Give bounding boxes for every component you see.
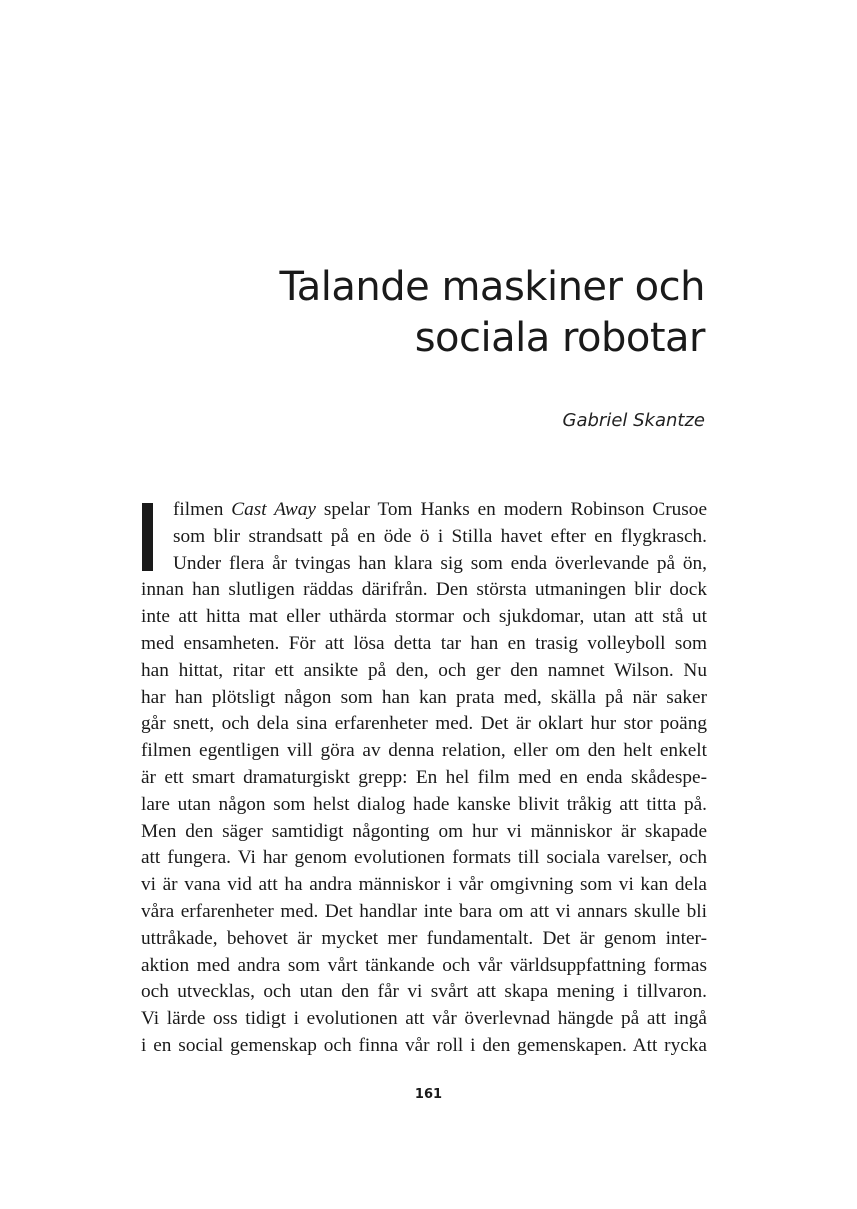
chapter-author: Gabriel Skantze — [562, 410, 705, 431]
body-line: Men den säger samtidigt någonting om hur vi människor är skapade — [141, 820, 707, 842]
body-line: Under flera år tvingas han klara sig som enda överlevande på ön, — [173, 552, 707, 574]
body-line: uttråkade, behovet är mycket mer fundamentalt. Det är genom inter- — [141, 927, 707, 949]
body-line: med ensamheten. För att lösa detta tar han en trasig volleyboll som — [141, 632, 707, 654]
body-line: lare utan någon som helst dialog hade kanske blivit tråkig att titta på. — [141, 793, 707, 815]
body-line: i en social gemenskap och finna vår roll i den gemenskapen. Att rycka — [141, 1034, 707, 1056]
body-line: går snett, och dela sina erfarenheter med. Det är oklart hur stor poäng — [141, 713, 707, 735]
body-line: Vi lärde oss tidigt i evolutionen att vår överlevnad hängde på att ingå — [141, 1008, 707, 1030]
body-line: som blir strandsatt på en öde ö i Stilla havet efter en flygkrasch. — [173, 525, 707, 547]
body-line: och utvecklas, och utan den får vi svårt att skapa mening i tillvaron. — [141, 981, 707, 1003]
chapter-title-line-2: sociala robotar — [414, 315, 705, 361]
body-line: att fungera. Vi har genom evolutionen formats till sociala varelser, och — [141, 847, 707, 869]
chapter-title-line-1: Talande maskiner och — [279, 264, 705, 310]
body-line: innan han slutligen räddas därifrån. Den största utmaningen blir dock — [141, 579, 707, 601]
page-number: 161 — [414, 1087, 443, 1102]
body-line: är ett smart dramaturgiskt grepp: En hel film med en enda skådespe- — [141, 766, 707, 788]
body-line: våra erfarenheter med. Det handlar inte bara om att vi annars skulle bli — [141, 900, 707, 922]
body-text — [141, 497, 707, 1060]
body-line: har han plötsligt någon som han kan prata med, skälla på när saker — [141, 686, 707, 708]
body-line: filmen egentligen vill göra av denna relation, eller om den helt enkelt — [141, 740, 707, 762]
body-line: filmen Cast Away spelar Tom Hanks en modern Robinson Crusoe — [173, 499, 707, 520]
body-line: vi är vana vid att ha andra människor i vår omgivning som vi kan dela — [141, 874, 707, 896]
body-line: han hittat, ritar ett ansikte på den, och ger den namnet Wilson. Nu — [141, 659, 707, 681]
body-line: aktion med andra som vårt tänkande och vår världsuppfattning formas — [141, 954, 707, 976]
chapter-title — [145, 262, 705, 364]
body-line: inte att hitta mat eller uthärda stormar och sjukdomar, utan att stå ut — [141, 606, 707, 628]
